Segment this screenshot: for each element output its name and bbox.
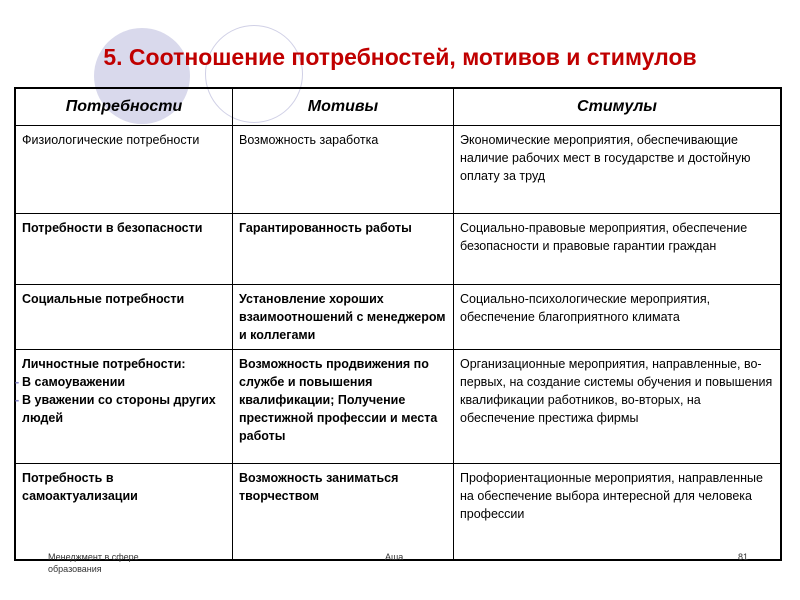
footer-page-number: 81: [738, 552, 749, 562]
header-motives: Мотивы: [233, 88, 454, 126]
motive-cell: Возможность заниматься творчеством: [233, 464, 454, 560]
motive-cell: Возможность продвижения по службе и повышения квалификации; Получение престижной профессии и места работы: [233, 350, 454, 464]
need-cell: Физиологические потребности: [15, 126, 233, 214]
need-subitem: - В самоуважении: [22, 373, 226, 391]
motive-cell: Установление хороших взаимоотношений с менеджером и коллегами: [233, 285, 454, 350]
header-stimuli: Стимулы: [454, 88, 782, 126]
needs-motives-stimuli-table: [14, 87, 782, 561]
need-cell: Потребность в самоактуализации: [15, 464, 233, 560]
table-row: [15, 464, 781, 560]
motive-cell: Гарантированность работы: [233, 214, 454, 285]
table-header-row: [15, 88, 781, 126]
need-subitem: - В уважении со стороны других людей: [22, 391, 226, 427]
stimulus-cell: Социально-правовые мероприятия, обеспечение безопасности и правовые гарантии граждан: [454, 214, 782, 285]
table-row: [15, 126, 781, 214]
stimulus-cell: Экономические мероприятия, обеспечивающие наличие рабочих мест в государстве и достойную оплату за труд: [454, 126, 782, 214]
table-row: [15, 285, 781, 350]
stimulus-cell: Социально-психологические мероприятия, обеспечение благоприятного климата: [454, 285, 782, 350]
need-cell: Социальные потребности: [15, 285, 233, 350]
motive-cell: Возможность заработка: [233, 126, 454, 214]
stimulus-cell: Профориентационные мероприятия, направленные на обеспечение выбора интересной для человека профессии: [454, 464, 782, 560]
footer-course: Менеджмент в сфере образования: [48, 552, 139, 574]
table-row: [15, 214, 781, 285]
stimulus-cell: Организационные мероприятия, направленные, во-первых, на создание системы обучения и повышения квалификации работников, во-вторых, на обеспечение престижа фирмы: [454, 350, 782, 464]
need-heading: Личностные потребности:: [22, 357, 186, 371]
need-cell: Потребности в безопасности: [15, 214, 233, 285]
footer-author: Аша: [385, 552, 404, 562]
slide-title: 5. Соотношение потребностей, мотивов и стимулов: [103, 44, 697, 70]
need-cell: [15, 350, 233, 464]
header-needs: Потребности: [15, 88, 233, 126]
table-row: [15, 350, 781, 464]
